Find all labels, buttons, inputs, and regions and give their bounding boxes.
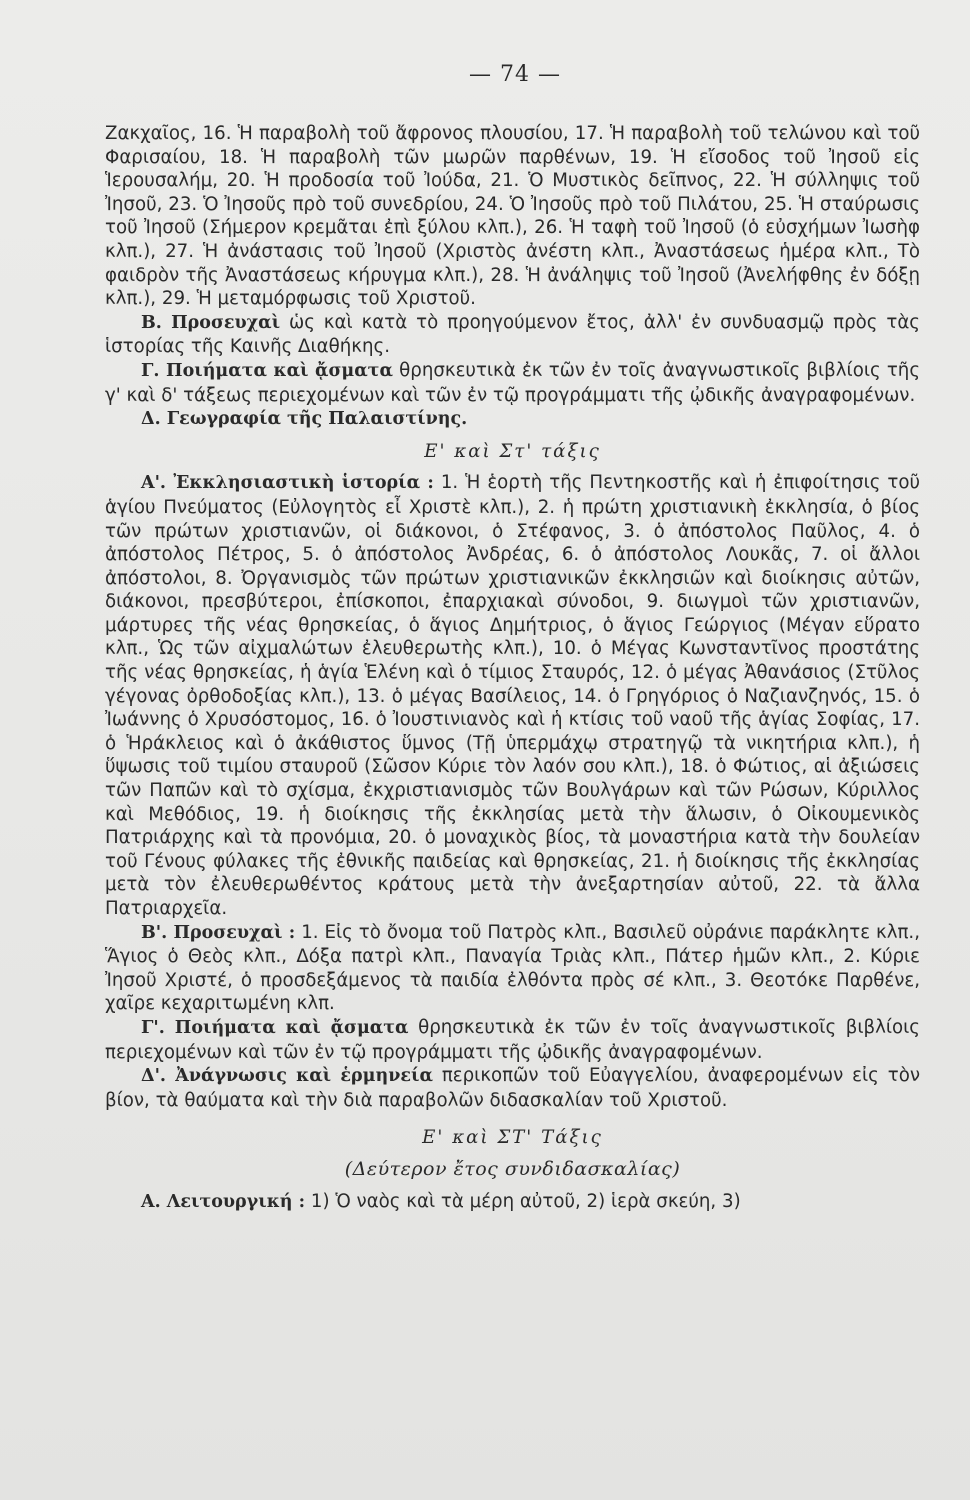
paragraph-geography [105,407,920,432]
paragraph-text: 1) Ὁ ναὸς καὶ τὰ μέρη αὐτοῦ, 2) ἱερὰ σκεύη, 3) [305,1190,741,1212]
section-heading-class: Ε' καὶ Στ' τάξις [424,440,601,462]
paragraph-church-history [105,471,920,920]
heading-reading: Δ'. Ἀνάγνωσις καὶ ἑρμηνεία [141,1066,433,1087]
heading-geography: Δ. Γεωγραφία τῆς Παλαιστίνης. [141,409,468,430]
heading-liturgics: Α. Λειτουργική : [141,1191,306,1212]
page-body [105,122,920,1214]
paragraph-liturgics [105,1190,920,1215]
paragraph-text: 1. Ἡ ἑορτὴ τῆς Πεντηκοστῆς καὶ ἡ ἐπιφοίτησις τοῦ ἁγίου Πνεύματος (Εὐλογητὸς εἶ Χριστὲ κλπ.), 2. ἡ πρώτη χριστιανικὴ ἐκκλησία, ὁ βίος τῶν πρώτων χριστιανῶν, οἱ διάκονοι, ὁ Στέφανος, 3. ὁ ἀπόστολος Παῦλος, 4. ὁ ἀπόστολος Πέτρος, 5. ὁ ἀπόστολος Ἀνδρέας, 6. ὁ ἀπόστολος Λουκᾶς, 7. οἱ ἄλλοι ἀπόστολοι, 8. Ὀργανισμὸς τῶν πρώτων χριστιανικῶν ἐκκλησιῶν καὶ διοίκησις αὐτῶν, διάκονοι, πρεσβύτεροι, ἐπίσκοποι, ἐπαρχιακαὶ σύνοδοι, 9. διωγμοὶ τῶν χριστιανῶν, μάρτυρες τῆς νέας θρησκείας, ὁ ἅγιος Δημήτριος, ὁ ἅγιος Γεώργιος (Μέγαν εὕρατο κλπ., Ὡς τῶν αἰχμαλώτων ἐλευθερωτὴς κλπ.), 10. ὁ Μέγας Κωνσταντῖνος προστάτης τῆς νέας θρησκείας, ἡ ἁγία Ἑλένη καὶ ὁ τίμιος Σταυρός, 12. ὁ μέγας Ἀθανάσιος (Στῦλος γέγονας ὀρθοδοξίας κλπ.), 13. ὁ μέγας Βασίλειος, 14. ὁ Γρηγόριος ὁ Ναζιανζηνός, 15. ὁ Ἰωάννης ὁ Χρυσόστομος, 16. ὁ Ἰουστινιανὸς καὶ ἡ κτίσις τοῦ ναοῦ τῆς ἁγίας Σοφίας, 17. ὁ Ἡράκλειος καὶ ὁ ἀκάθιστος ὕμνος (Τῇ ὑπερμάχῳ στρατηγῷ τὰ νικητήρια κλπ.), ἡ ὕψωσις τοῦ τιμίου σταυροῦ (Σῶσον Κύριε τὸν λαόν σου κλπ.), 18. ὁ Φώτιος, αἱ ἀξιώσεις τῶν Παπῶν καὶ τὸ σχίσμα, ἐκχριστιανισμὸς τῶν Βουλγάρων καὶ τῶν Ρώσων, Κύριλλος καὶ Μεθόδιος, 19. ἡ διοίκησις τῆς ἐκκλησίας μετὰ τὴν ἅλωσιν, ὁ Οἰκουμενικὸς Πατριάρχης καὶ τὰ προνόμια, 20. ὁ μοναχικὸς βίος, τὰ μοναστήρια κατὰ τὴν δουλείαν τοῦ Γένους φύλακες τῆς ἐθνικῆς παιδείας καὶ θρησκείας, 21. ἡ διοίκησις τῆς ἐκκλησίας μετὰ τὸν ἐλευθερωθέντος κράτους μετὰ τὴν ἀνεξαρτησίαν αὐτοῦ, 22. τὰ ἄλλα Πατριαρχεῖα. [105,472,920,919]
paragraph-prayers [105,311,920,359]
heading-prayers: Β. Προσευχαὶ [141,312,281,333]
section-heading-class-2: Ε' καὶ ΣΤ' Τάξις [422,1127,603,1149]
page-number: — 74 — [469,62,561,87]
paragraph-text: περικοπῶν τοῦ Εὐαγγελίου, ἀναφερομένων εἰς τὸν βίον, τὰ θαύματα καὶ τὴν διὰ παραβολῶν διδασκαλίαν τοῦ Χριστοῦ. [105,1065,920,1111]
paragraph-poems [105,359,920,407]
paragraph-poems-2 [105,1016,920,1064]
heading-church-history: Α'. Ἐκκλησιαστικὴ ἱστορία : [141,473,434,494]
section-subheading: (Δεύτερον ἔτος συνδιδασκαλίας) [344,1157,681,1180]
paragraph-text: 1. Εἰς τὸ ὄνομα τοῦ Πατρὸς κλπ., Βασιλεῦ οὐράνιε παράκλητε κλπ., Ἅγιος ὁ Θεὸς κλπ., Δόξα πατρὶ κλπ., Παναγία Τριὰς κλπ., Πάτερ ἡμῶν κλπ., 2. Κύριε Ἰησοῦ Χριστέ, ὁ προσδεξάμενος τὰ παιδία ἐλθόντα πρὸς σέ κλπ., 3. Θεοτόκε Παρθένε, χαῖρε κεχαριτωμένη κλπ. [105,921,920,1015]
heading-prayers-2: Β'. Προσευχαὶ : [141,922,296,943]
paragraph-text: θρησκευτικὰ ἐκ τῶν ἐν τοῖς ἀναγνωστικοῖς βιβλίοις περιεχομένων καὶ τῶν ἐν τῷ προγράμματι τῆς ᾠδικῆς ἀναγραφομένων. [105,1016,920,1063]
paragraph-lessons-list: Ζακχαῖος, 16. Ἡ παραβολὴ τοῦ ἄφρονος πλουσίου, 17. Ἡ παραβολὴ τοῦ τελώνου καὶ τοῦ Φαρισαίου, 18. Ἡ παραβολὴ τῶν μωρῶν παρθένων, 19. Ἡ εἴσοδος τοῦ Ἰησοῦ εἰς Ἱερουσαλήμ, 20. Ἡ προδοσία τοῦ Ἰούδα, 21. Ὁ Μυστικὸς δεῖπνος, 22. Ἡ σύλληψις τοῦ Ἰησοῦ, 23. Ὁ Ἰησοῦς πρὸ τοῦ συνεδρίου, 24. Ὁ Ἰησοῦς πρὸ τοῦ Πιλάτου, 25. Ἡ σταύρωσις τοῦ Ἰησοῦ (Σήμερον κρεμᾶται ἐπὶ ξύλου κλπ.), 26. Ἡ ταφὴ τοῦ Ἰησοῦ (ὁ εὐσχήμων Ἰωσὴφ κλπ.), 27. Ἡ ἀνάστασις τοῦ Ἰησοῦ (Χριστὸς ἀνέστη κλπ., Ἀναστάσεως ἡμέρα κλπ., Τὸ φαιδρὸν τῆς Ἀναστάσεως κήρυγμα κλπ.), 28. Ἡ ἀνάληψις τοῦ Ἰησοῦ (Ἀνελήφθης ἐν δόξῃ κλπ.), 29. Ἡ μεταμόρφωσις τοῦ Χριστοῦ. [105,123,920,310]
paragraph-text: ὡς καὶ κατὰ τὸ προηγούμενον ἔτος, ἀλλ' ἐν συνδυασμῷ πρὸς τὰς ἱστορίας τῆς Καινῆς Διαθήκης. [105,311,920,358]
paragraph-text: θρησκευτικὰ ἐκ τῶν ἐν τοῖς ἀναγνωστικοῖς βιβλίοις τῆς γ' καὶ δ' τάξεως περιεχομένων καὶ τῶν ἐν τῷ προγράμματι τῆς ᾠδικῆς ἀναγραφομένων. [105,359,921,406]
heading-poems: Γ. Ποιήματα καὶ ᾄσματα [141,360,393,381]
paragraph-reading [105,1064,920,1112]
paragraph-prayers-2 [105,921,920,1016]
heading-poems-2: Γ'. Ποιήματα καὶ ᾄσματα [141,1017,409,1038]
